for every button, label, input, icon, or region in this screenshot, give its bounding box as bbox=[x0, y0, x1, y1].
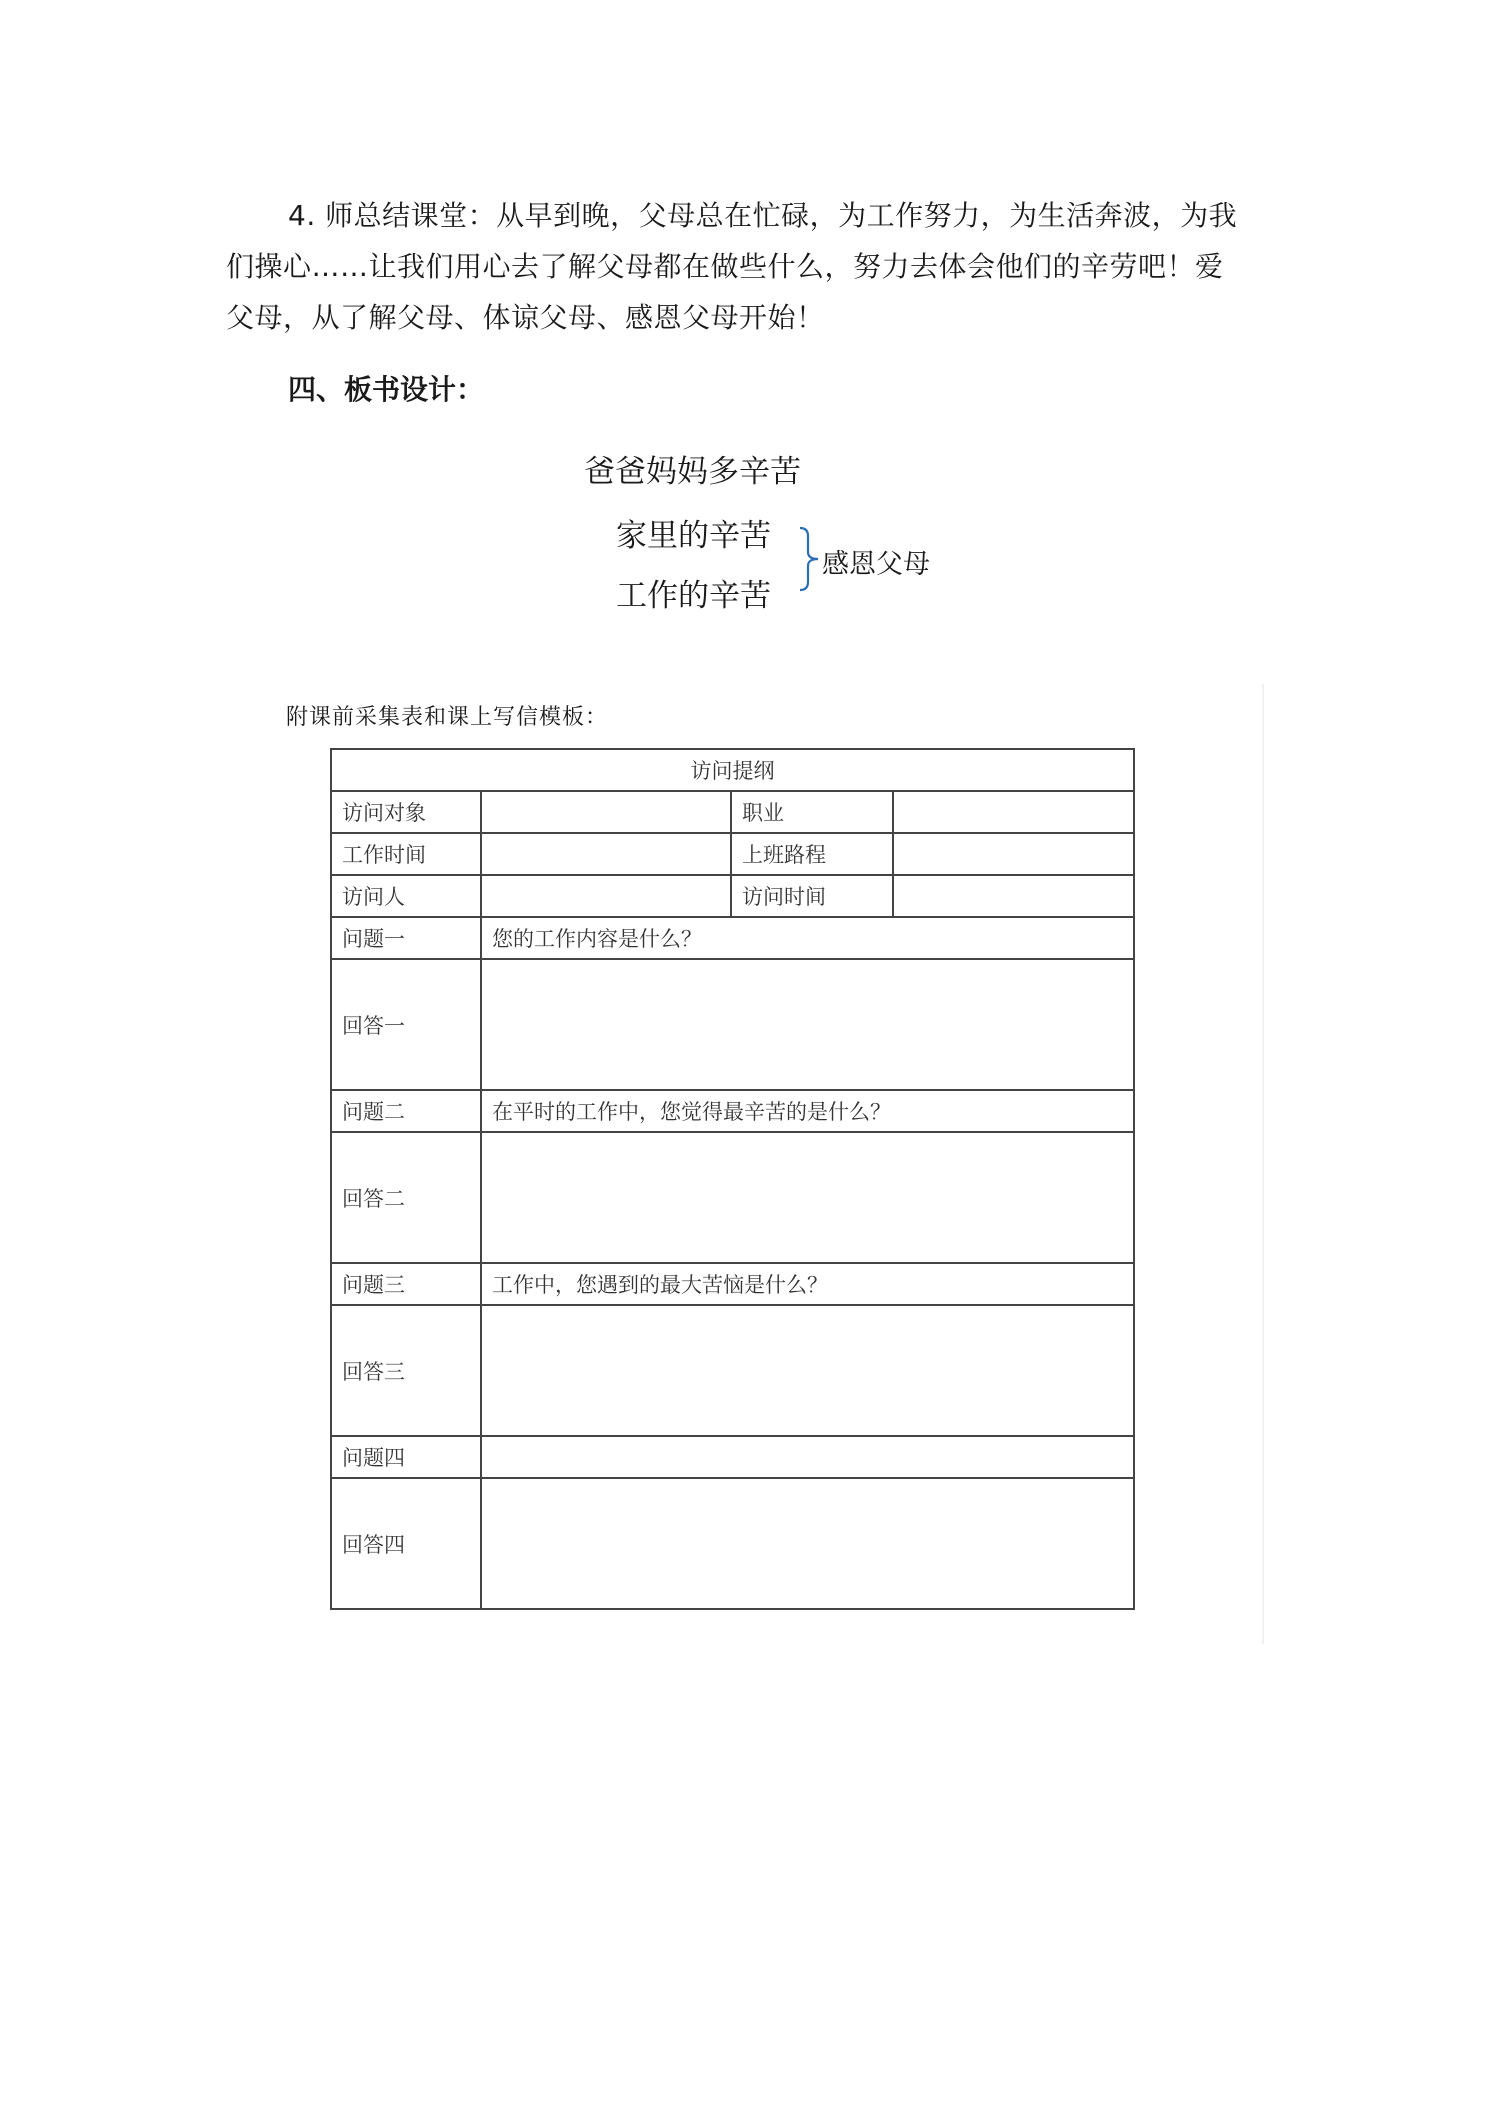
question-label: 问题一 bbox=[331, 917, 481, 959]
question-text[interactable] bbox=[481, 1436, 1134, 1478]
info-label: 职业 bbox=[731, 791, 893, 833]
question-text: 您的工作内容是什么？ bbox=[481, 917, 1134, 959]
table-header: 访问提纲 bbox=[331, 749, 1134, 791]
appendix-title: 附课前采集表和课上写信模板： bbox=[286, 705, 609, 730]
board-title: 爸爸妈妈多辛苦 bbox=[584, 454, 801, 490]
info-value[interactable] bbox=[481, 791, 731, 833]
question-text: 工作中，您遇到的最大苦恼是什么？ bbox=[481, 1263, 1134, 1305]
question-row bbox=[331, 1436, 1134, 1478]
answer-row bbox=[331, 1478, 1134, 1609]
answer-label: 回答一 bbox=[331, 959, 481, 1090]
table-row bbox=[331, 791, 1134, 833]
info-label: 上班路程 bbox=[731, 833, 893, 875]
scan-edge-line bbox=[1262, 684, 1264, 1644]
board-conclusion: 感恩父母 bbox=[822, 549, 930, 580]
info-value[interactable] bbox=[481, 875, 731, 917]
summary-line: 4. 师总结课堂：从早到晚，父母总在忙碌，为工作努力，为生活奔波，为我 bbox=[288, 199, 1238, 232]
summary-line: 们操心……让我们用心去了解父母都在做些什么，努力去体会他们的辛劳吧！爱 bbox=[226, 250, 1224, 283]
info-value[interactable] bbox=[893, 791, 1134, 833]
answer-field[interactable] bbox=[481, 1478, 1134, 1609]
summary-paragraph bbox=[226, 190, 1276, 343]
table-row bbox=[331, 833, 1134, 875]
question-label: 问题二 bbox=[331, 1090, 481, 1132]
board-item-home: 家里的辛苦 bbox=[616, 518, 771, 554]
brace-icon bbox=[798, 526, 822, 592]
answer-label: 回答三 bbox=[331, 1305, 481, 1436]
info-label: 访问对象 bbox=[331, 791, 481, 833]
answer-row bbox=[331, 1305, 1134, 1436]
board-design-heading: 四、板书设计： bbox=[288, 373, 485, 406]
question-text: 在平时的工作中，您觉得最辛苦的是什么？ bbox=[481, 1090, 1134, 1132]
info-label: 访问时间 bbox=[731, 875, 893, 917]
answer-row bbox=[331, 1132, 1134, 1263]
info-value[interactable] bbox=[481, 833, 731, 875]
answer-row bbox=[331, 959, 1134, 1090]
answer-label: 回答二 bbox=[331, 1132, 481, 1263]
info-value[interactable] bbox=[893, 833, 1134, 875]
answer-label: 回答四 bbox=[331, 1478, 481, 1609]
board-item-work: 工作的辛苦 bbox=[616, 578, 771, 614]
table-row bbox=[331, 875, 1134, 917]
answer-field[interactable] bbox=[481, 1305, 1134, 1436]
info-label: 访问人 bbox=[331, 875, 481, 917]
question-row bbox=[331, 1090, 1134, 1132]
question-label: 问题三 bbox=[331, 1263, 481, 1305]
question-label: 问题四 bbox=[331, 1436, 481, 1478]
table-header-row bbox=[331, 749, 1134, 791]
answer-field[interactable] bbox=[481, 1132, 1134, 1263]
question-row bbox=[331, 1263, 1134, 1305]
question-row bbox=[331, 917, 1134, 959]
interview-outline-table bbox=[330, 748, 1135, 1610]
info-label: 工作时间 bbox=[331, 833, 481, 875]
answer-field[interactable] bbox=[481, 959, 1134, 1090]
info-value[interactable] bbox=[893, 875, 1134, 917]
summary-line: 父母，从了解父母、体谅父母、感恩父母开始！ bbox=[226, 301, 825, 334]
